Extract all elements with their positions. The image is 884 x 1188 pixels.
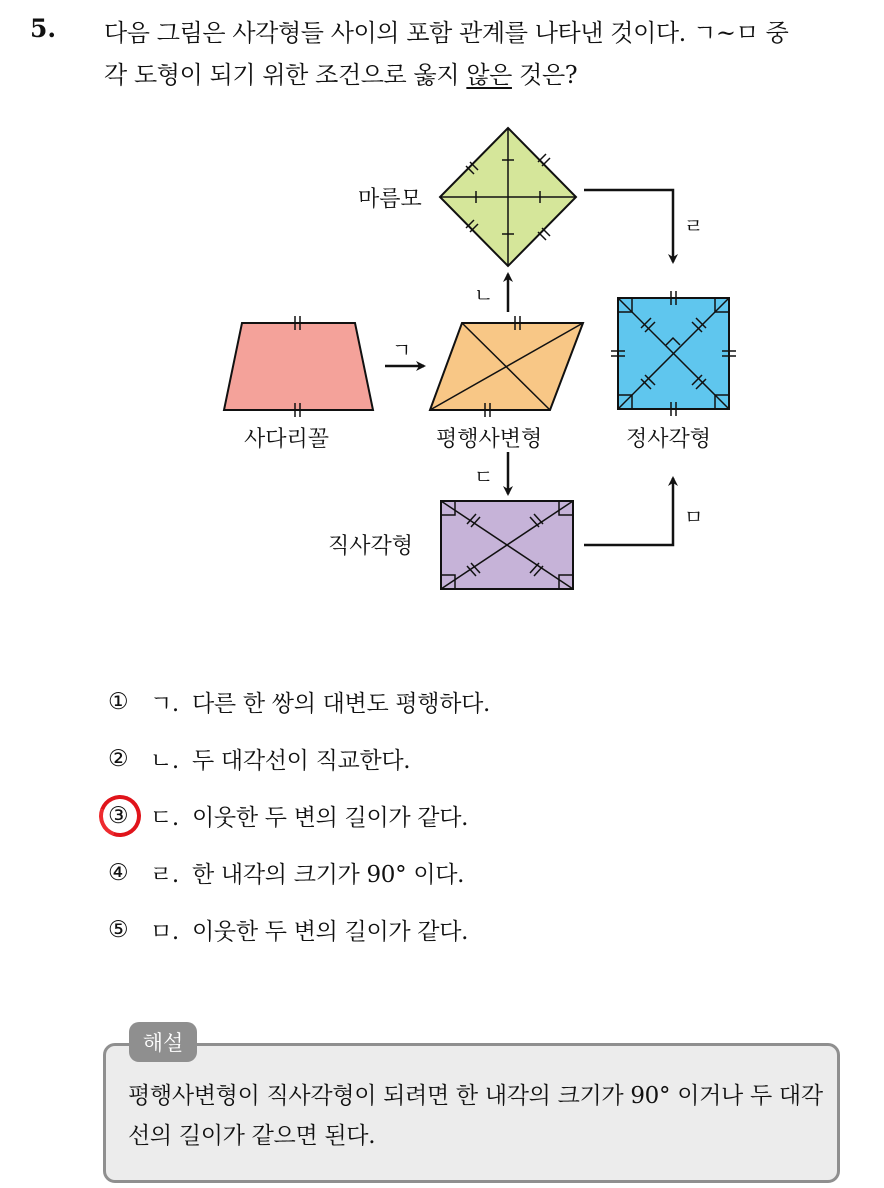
choice-4-jamo: ㄹ. bbox=[150, 862, 179, 888]
choice-4-number: ④ bbox=[108, 859, 129, 886]
choice-5-jamo: ㅁ. bbox=[150, 919, 179, 945]
rectangle-figure bbox=[441, 501, 573, 589]
choice-5-number: ⑤ bbox=[108, 916, 129, 943]
choice-4[interactable] bbox=[108, 844, 490, 901]
arrow-label-c: ㄷ bbox=[474, 465, 494, 489]
choice-2-jamo: ㄴ. bbox=[150, 748, 179, 774]
arrow-label-e: ㅁ bbox=[684, 505, 704, 529]
choice-2-text: 두 대각선이 직교한다. bbox=[192, 748, 411, 774]
choice-1-text: 다른 한 쌍의 대변도 평행하다. bbox=[192, 691, 491, 717]
choice-3[interactable] bbox=[108, 787, 490, 844]
choice-4-text: 한 내각의 크기가 90° 이다. bbox=[192, 862, 465, 888]
choice-2-number: ② bbox=[108, 745, 129, 772]
parallelogram-figure bbox=[430, 316, 583, 417]
choice-2[interactable] bbox=[108, 730, 490, 787]
solution-tag: 해설 bbox=[129, 1022, 197, 1062]
choice-5[interactable] bbox=[108, 901, 490, 958]
label-trapezoid: 사다리꼴 bbox=[244, 427, 330, 452]
trapezoid-figure bbox=[224, 316, 373, 417]
choice-1-number: ① bbox=[108, 688, 129, 715]
choice-list bbox=[108, 673, 490, 958]
arrow-label-b: ㄴ bbox=[474, 283, 494, 307]
rhombus-figure bbox=[440, 128, 576, 266]
arrow-label-a: ㄱ bbox=[392, 338, 412, 362]
choice-3-jamo: ㄷ. bbox=[150, 805, 179, 831]
choice-3-number-text: ③ bbox=[108, 802, 129, 829]
question-line2-prefix: 각 도형이 되기 위한 조건으로 옳지 bbox=[104, 61, 467, 89]
choice-5-text: 이웃한 두 변의 길이가 같다. bbox=[192, 919, 469, 945]
arrow-e bbox=[584, 478, 673, 545]
choice-1-jamo: ㄱ. bbox=[150, 691, 179, 717]
question-underlined-word: 않은 bbox=[466, 61, 512, 89]
solution-text: 평행사변형이 직사각형이 되려면 한 내각의 크기가 90° 이거나 두 대각선의 길이가 같으면 된다. bbox=[128, 1083, 823, 1149]
label-rectangle: 직사각형 bbox=[328, 534, 414, 559]
arrow-d bbox=[584, 190, 673, 262]
label-parallelogram: 평행사변형 bbox=[436, 427, 543, 452]
choice-3-text: 이웃한 두 변의 길이가 같다. bbox=[192, 805, 469, 831]
trapezoid-shape bbox=[224, 323, 373, 410]
question-line1: 다음 그림은 사각형들 사이의 포함 관계를 나타낸 것이다. ㄱ~ㅁ 중 bbox=[104, 19, 789, 47]
square-figure bbox=[611, 291, 736, 416]
choice-3-number bbox=[108, 803, 150, 829]
label-square: 정사각형 bbox=[626, 427, 712, 452]
arrow-label-d: ㄹ bbox=[684, 214, 704, 238]
selected-answer-mark bbox=[92, 788, 148, 844]
label-rhombus: 마름모 bbox=[358, 187, 422, 212]
question-number: 5. bbox=[30, 14, 57, 43]
question-line2-suffix: 것은? bbox=[511, 61, 578, 89]
choice-1[interactable] bbox=[108, 673, 490, 730]
